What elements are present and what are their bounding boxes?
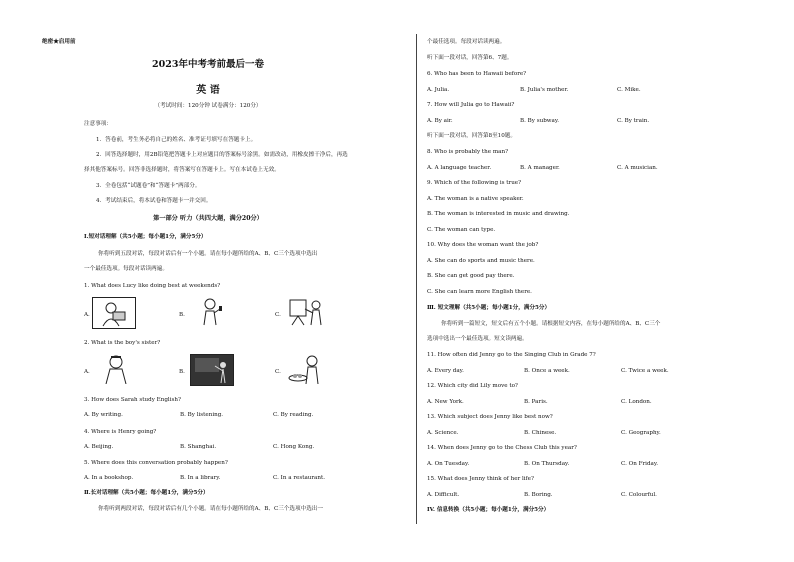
- option-b: B. Boring.: [524, 492, 553, 498]
- section4-title: IV. 信息转换（共5小题；每小题1分，满分5分）: [427, 507, 550, 513]
- option-a: A. She can do sports and music there.: [427, 258, 535, 264]
- option-b: B. Once a week.: [524, 368, 570, 374]
- secret-mark: 绝密★启用前: [42, 39, 76, 45]
- page-title: 2023年中考考前最后一卷: [152, 59, 264, 70]
- option-a: A. New York.: [427, 399, 464, 405]
- option-a: A. A language teacher.: [427, 165, 492, 171]
- option-b: B. By listening.: [180, 412, 224, 418]
- option-c: C. In a restaurant.: [273, 475, 326, 481]
- option-b: B. By subway.: [520, 118, 560, 124]
- option-c: C. She can learn more English there.: [427, 289, 532, 295]
- option-a: A. Every day.: [427, 368, 464, 374]
- option-label: C.: [275, 369, 281, 375]
- question-6: 6. Who has been to Hawaii before?: [427, 71, 527, 77]
- option-c: C. Mike.: [617, 87, 641, 93]
- note-item: 2．回答选择题时，用2B铅笔把答题卡上对应题目的答案标号涂黑。如需改动，用橡皮擦干净后，再选: [96, 152, 348, 158]
- cook-picture: [286, 354, 328, 384]
- note-item: 4．考试结束后，将本试卷和答题卡一并交回。: [96, 198, 212, 204]
- option-label: C.: [275, 312, 281, 318]
- question-3: 3. How does Sarah study English?: [84, 397, 181, 403]
- note-item: 1．答卷前，考生务必将自己的姓名、准考证号填写在答题卡上。: [96, 137, 257, 143]
- section3-title: Ⅲ. 短文理解（共5小题；每小题1分，满分5分）: [427, 305, 551, 311]
- option-b: B. The woman is interested in music and drawing.: [427, 211, 570, 217]
- option-c: C. The woman can type.: [427, 227, 496, 233]
- reading-picture: [92, 297, 136, 329]
- option-b: B. Shanghai.: [180, 444, 217, 450]
- option-a: A. On Tuesday.: [427, 461, 470, 467]
- section2-intro: 你将听到两段对话，每段对话后有几个小题。请在每小题所给的A、B、C三个选项中选出一: [98, 506, 323, 512]
- question-8: 8. Who is probably the man?: [427, 149, 509, 155]
- option-a: A. Science.: [427, 430, 459, 436]
- question-10: 10. Why does the woman want the job?: [427, 242, 539, 248]
- option-a: A. In a bookshop.: [84, 475, 134, 481]
- question-9: 9. Which of the following is true?: [427, 180, 522, 186]
- option-c: C. Colourful.: [621, 492, 657, 498]
- option-a: A. By writing.: [84, 412, 123, 418]
- option-b: B. Chinese.: [524, 430, 557, 436]
- question-15: 15. What does Jenny think of her life?: [427, 476, 534, 482]
- question-5: 5. Where does this conversation probably happen?: [84, 460, 228, 466]
- option-label: A.: [84, 312, 90, 318]
- option-c: C. On Friday.: [621, 461, 659, 467]
- option-c: C. Hong Kong.: [273, 444, 315, 450]
- option-c: C. Twice a week.: [621, 368, 669, 374]
- listen-instruction: 听下面一段对话，回答第8至10题。: [427, 133, 516, 139]
- section2-intro-cont: 个最佳选项。每段对话读两遍。: [427, 39, 506, 45]
- question-12: 12. Which city did Lily move to?: [427, 383, 518, 389]
- option-c: C. By reading.: [273, 412, 314, 418]
- exam-info: （考试时间：120分钟 试卷满分：120分）: [154, 103, 262, 109]
- section1-intro: 你将听到五段对话，每段对话后有一个小题。请在每小题所给的A、B、C三个选项中选出: [98, 251, 318, 257]
- option-b: B. Paris.: [524, 399, 548, 405]
- note-item: 择其他答案标号。回答非选择题时，将答案写在答题卡上。写在本试卷上无效。: [84, 167, 280, 173]
- question-13: 13. Which subject does Jenny like best now?: [427, 414, 553, 420]
- nurse-picture: [96, 354, 138, 384]
- option-a: A. The woman is a native speaker.: [427, 196, 524, 202]
- option-b: B. Julia's mother.: [520, 87, 569, 93]
- option-a: A. Julia.: [427, 87, 450, 93]
- option-a: A. Beijing.: [84, 444, 114, 450]
- option-b: B. In a library.: [180, 475, 221, 481]
- notes-heading: 注意事项：: [84, 121, 112, 127]
- listen-instruction: 听下面一段对话，回答第6、7题。: [427, 55, 513, 61]
- section1-intro: 一个最佳选项。每段对话读两遍。: [84, 266, 168, 272]
- phone-picture: [190, 297, 232, 327]
- option-a: A. Difficult.: [427, 492, 460, 498]
- section1-title: Ⅰ.短对话理解（共5小题；每小题1分，满分5分）: [84, 234, 207, 240]
- section2-title: Ⅱ.长对话理解（共5小题；每小题1分，满分5分）: [84, 490, 209, 496]
- option-label: B.: [179, 312, 185, 318]
- option-c: C. A musician.: [617, 165, 658, 171]
- subject-title: 英 语: [196, 85, 220, 96]
- option-label: B.: [179, 369, 185, 375]
- question-4: 4. Where is Henry going?: [84, 429, 157, 435]
- option-b: B. A manager.: [520, 165, 560, 171]
- section3-intro: 选项中选出一个最佳选项。短文读两遍。: [427, 336, 528, 342]
- option-b: B. She can get good pay there.: [427, 273, 515, 279]
- section3-intro: 你将听到一篇短文，短文后有五个小题。请根据短文内容，在每小题所给的A、B、C三个: [441, 321, 661, 327]
- question-2: 2. What is the boy's sister?: [84, 340, 161, 346]
- option-label: A.: [84, 369, 90, 375]
- option-c: C. By train.: [617, 118, 650, 124]
- part1-heading: 第一部分 听力（共四大题，满分20分）: [153, 215, 263, 222]
- question-7: 7. How will Julia go to Hawaii?: [427, 102, 515, 108]
- question-11: 11. How often did Jenny go to the Singing Club in Grade 7?: [427, 352, 596, 358]
- option-a: A. By air.: [427, 118, 453, 124]
- painting-picture: [286, 297, 328, 327]
- column-divider: [416, 34, 417, 524]
- option-b: B. On Thursday.: [524, 461, 570, 467]
- teacher-picture: [190, 354, 234, 386]
- question-14: 14. When does Jenny go to the Chess Club this year?: [427, 445, 577, 451]
- option-c: C. Geography.: [621, 430, 661, 436]
- option-c: C. London.: [621, 399, 652, 405]
- question-1: 1. What does Lucy like doing best at weekends?: [84, 283, 221, 289]
- note-item: 3．全卷包括“试题卷”和“答题卡”两部分。: [96, 183, 201, 189]
